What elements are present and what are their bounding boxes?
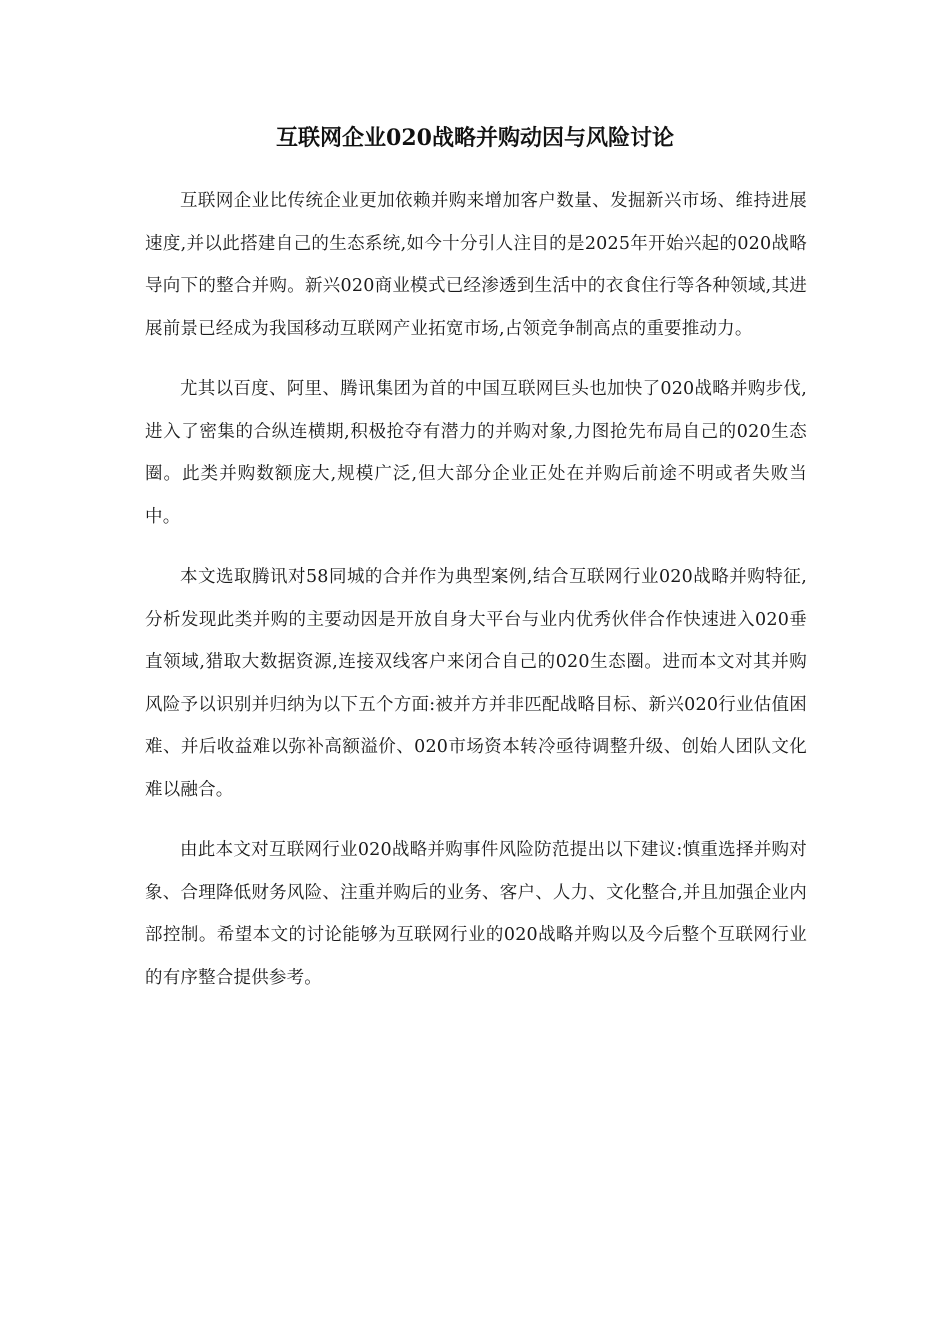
paragraph-4: 由此本文对互联网行业020战略并购事件风险防范提出以下建议:慎重选择并购对象、合理降低财务风险、注重并购后的业务、客户、人力、文化整合,并且加强企业内部控制。希望本文的讨论能够为互联网行业的020战略并购以及今后整个互联网行业的有序整合提供参考。 xyxy=(145,840,807,988)
document-body xyxy=(145,180,807,1017)
paragraph-2: 尤其以百度、阿里、腾讯集团为首的中国互联网巨头也加快了020战略并购步伐,进入了密集的合纵连横期,积极抢夺有潜力的并购对象,力图抢先布局自己的020生态圈。此类并购数额庞大,规模广泛,但大部分企业正处在并购后前途不明或者失败当中。 xyxy=(145,379,807,527)
paragraph-3: 本文选取腾讯对58同城的合并作为典型案例,结合互联网行业020战略并购特征,分析发现此类并购的主要动因是开放自身大平台与业内优秀伙伴合作快速进入020垂直领域,猎取大数据资源,连接双线客户来闭合自己的020生态圈。进而本文对其并购风险予以识别并归纳为以下五个方面:被并方并非匹配战略目标、新兴020行业估值困难、并后收益难以弥补高额溢价、020市场资本转冷亟待调整升级、创始人团队文化难以融合。 xyxy=(145,567,807,800)
document-title: 互联网企业020战略并购动因与风险讨论 xyxy=(276,125,674,151)
paragraph-1: 互联网企业比传统企业更加依赖并购来增加客户数量、发掘新兴市场、维持进展速度,并以此搭建自己的生态系统,如今十分引人注目的是2025年开始兴起的020战略导向下的整合并购。新兴020商业模式已经渗透到生活中的衣食住行等各种领域,其进展前景已经成为我国移动互联网产业拓宽市场,占领竞争制高点的重要推动力。 xyxy=(145,191,807,339)
